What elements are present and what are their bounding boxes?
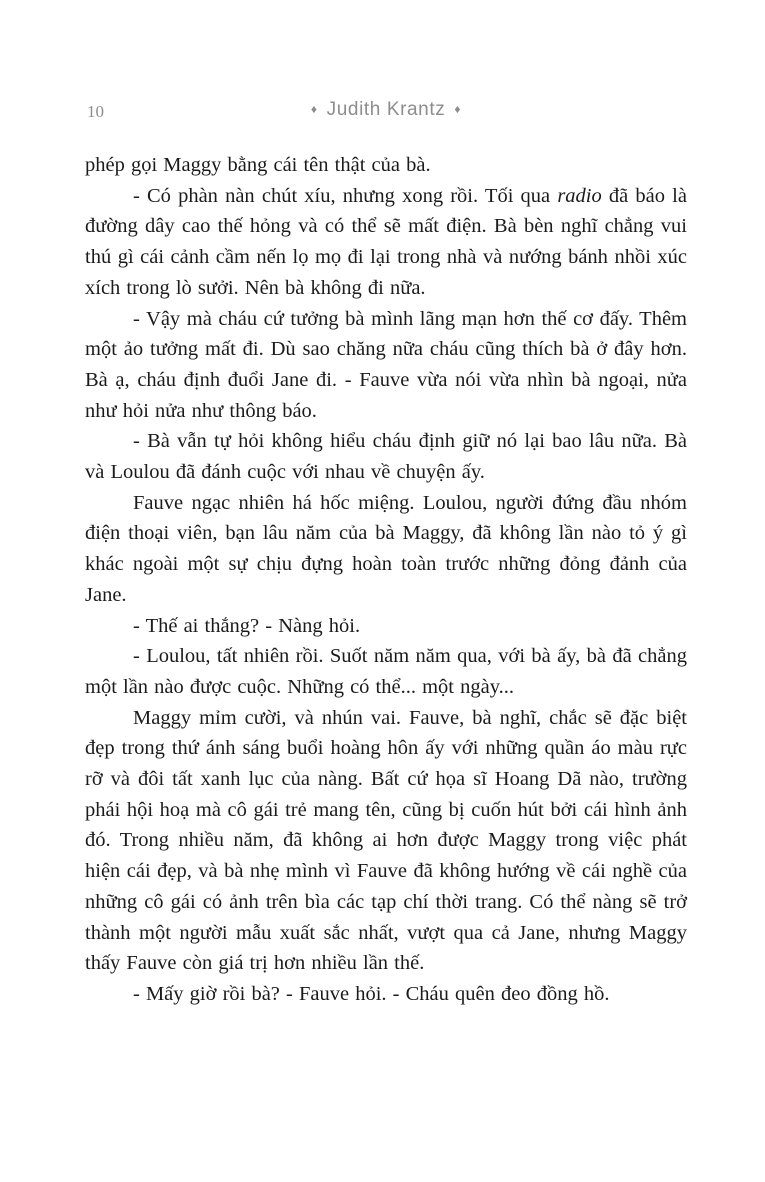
text-run: - Bà vẫn tự hỏi không hiểu cháu định giữ nó lại bao lâu nữa. Bà và Loulou đã đánh cuộc với nhau về chuyện ấy. (85, 430, 687, 484)
text-run: radio (557, 184, 602, 207)
paragraph (85, 181, 687, 304)
paragraph (85, 611, 687, 642)
paragraph (85, 304, 687, 427)
text-run: - Thế ai thắng? - Nàng hỏi. (133, 614, 361, 637)
text-run: - Vậy mà cháu cứ tưởng bà mình lãng mạn hơn thế cơ đấy. Thêm một ảo tưởng mất đi. Dù sao chăng nữa cháu cũng thích bà ở đây hơn. Bà ạ, cháu định đuổi Jane đi. - Fauve vừa nói vừa nhìn bà ngoại, nửa như hỏi nửa như thông báo. (85, 307, 687, 422)
paragraph (85, 979, 687, 1010)
running-head-title: Judith Krantz (326, 99, 446, 120)
text-run: - Loulou, tất nhiên rồi. Suốt năm năm qua, với bà ấy, bà đã chẳng một lần nào được cuộc. Những có thể... một ngày... (85, 645, 687, 698)
page-content (85, 150, 687, 1010)
paragraph (85, 150, 687, 181)
page-number: 10 (87, 102, 104, 121)
text-run: Fauve ngạc nhiên há hốc miệng. Loulou, người đứng đầu nhóm điện thoại viên, bạn lâu năm của bà Maggy, đã không lần nào tỏ ý gì khác ngoài một sự chịu đựng hoàn toàn trước những đỏng đảnh của Jane. (85, 491, 687, 606)
text-run: Maggy mỉm cười, và nhún vai. Fauve, bà nghĩ, chắc sẽ đặc biệt đẹp trong thứ ánh sáng buổi hoàng hôn ấy với những quần áo màu rực rỡ và đôi tất xanh lục của nàng. Bất cứ họa sĩ Hoang Dã nào, trường phái hội hoạ mà cô gái trẻ mang tên, cũng bị cuốn hút bởi cái hình ảnh đó. Trong nhiều năm, đã không ai hơn được Maggy trong việc phát hiện cái đẹp, và bà nhẹ mình vì Fauve đã không hướng về cái nghề của những cô gái có ảnh trên bìa các tạp chí thời trang. Có thể nàng sẽ trở thành một người mẫu xuất sắc nhất, vượt qua cả Jane, nhưng Maggy thấy Fauve còn giá trị hơn nhiều lần thế. (85, 706, 687, 975)
diamond-ornament-left: ♦ (310, 102, 318, 116)
paragraph (85, 641, 687, 702)
diamond-ornament-right: ♦ (454, 102, 462, 116)
paragraph (85, 488, 687, 611)
text-run: - Có phàn nàn chút xíu, nhưng xong rồi. Tối qua (133, 184, 558, 207)
running-head (85, 99, 687, 121)
text-run: phép gọi Maggy bằng cái tên thật của bà. (85, 154, 431, 176)
page-header (85, 99, 687, 125)
text-run: - Mấy giờ rồi bà? - Fauve hỏi. - Cháu quên đeo đồng hồ. (133, 982, 610, 1005)
text-run: đã báo là đường dây cao thế hỏng và có thể sẽ mất điện. Bà bèn nghĩ chẳng vui thú gì cái cảnh cầm nến lọ mọ đi lại trong nhà và nướng bánh nhồi xúc xích trong lò sưởi. Nên bà không đi nữa. (85, 184, 687, 299)
paragraph (85, 426, 687, 487)
paragraph (85, 703, 687, 979)
